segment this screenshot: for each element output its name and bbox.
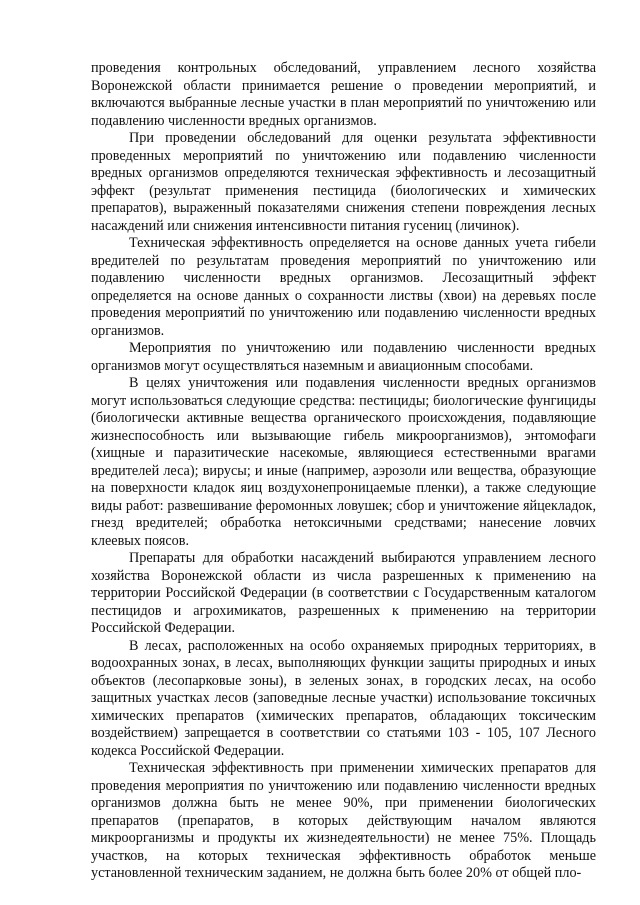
paragraph-6: Препараты для обработки насаждений выбираются управлением лесного хозяйства Воронежской области из числа разрешенных к применению на территории Российской Федерации (в соответствии с Государственным каталогом пестицидов и агрохимикатов, разрешенных к применению на территории Российской Федерации. xyxy=(91,550,596,636)
paragraph-4: Мероприятия по уничтожению или подавлению численности вредных организмов могут осуществляться наземным и авиационным способами. xyxy=(91,340,596,374)
paragraph-8: Техническая эффективность при применении химических препаратов для проведения мероприятия по уничтожению или подавлению численности вредных организмов должна быть не менее 90%, при применении биологических препаратов (препаратов, в которых действующим началом являются микроорганизмы и продукты их жизнедеятельности) не менее 75%. Площадь участков, на которых техническая эффективность обработок меньше установленной техническим заданием, не должна быть более 20% от общей пло- xyxy=(91,760,596,881)
paragraph-7: В лесах, расположенных на особо охраняемых природных территориях, в водоохранных зонах, в лесах, выполняющих функции защиты природных и иных объектов (лесопарковые зоны), в зеленых зонах, в городских лесах, на особо защитных участках лесов (заповедные лесные участки) использование токсичных химических препаратов (химических препаратов, обладающих токсическим воздействием) запрещается в соответствии со статьями 103 - 105, 107 Лесного кодекса Российской Федерации. xyxy=(91,637,596,759)
document-body xyxy=(91,60,596,883)
paragraph-5: В целях уничтожения или подавления численности вредных организмов могут использоваться следующие средства: пестициды; биологические фунгициды (биологически активные вещества органического происхождения, подавляющие жизнеспособность или вызывающие гибель микроорганизмов), энтомофаги (хищные и паразитические насекомые, являющиеся естественными врагами вредителей леса); вирусы; и иные (например, аэрозоли или вещества, образующие на поверхности кладок яиц воздухонепроницаемые пленки), а также следующие виды работ: развешивание феромонных ловушек; сбор и уничтожение яйцекладок, гнезд вредителей; обработка нетоксичными средствами; нанесение ловчих клеевых поясов. xyxy=(91,375,596,549)
paragraph-1: проведения контрольных обследований, управлением лесного хозяйства Воронежской области принимается решение о проведении мероприятий, и включаются выбранные лесные участки в план мероприятий по уничтожению или подавлению численности вредных организмов. xyxy=(91,60,596,129)
paragraph-2: При проведении обследований для оценки результата эффективности проведенных мероприятий по уничтожению или подавлению численности вредных организмов определяются техническая эффективность и лесозащитный эффект (результат применения пестицида (биологических и химических препаратов), выраженный показателями снижения степени повреждения лесных насаждений или снижения интенсивности питания гусениц (личинок). xyxy=(91,130,596,234)
paragraph-3: Техническая эффективность определяется на основе данных учета гибели вредителей по результатам проведения мероприятий по уничтожению или подавлению численности вредных организмов. Лесозащитный эффект определяется на основе данных о сохранности листвы (хвои) на деревьях после проведения мероприятий по уничтожению или подавлению численности вредных организмов. xyxy=(91,235,596,339)
